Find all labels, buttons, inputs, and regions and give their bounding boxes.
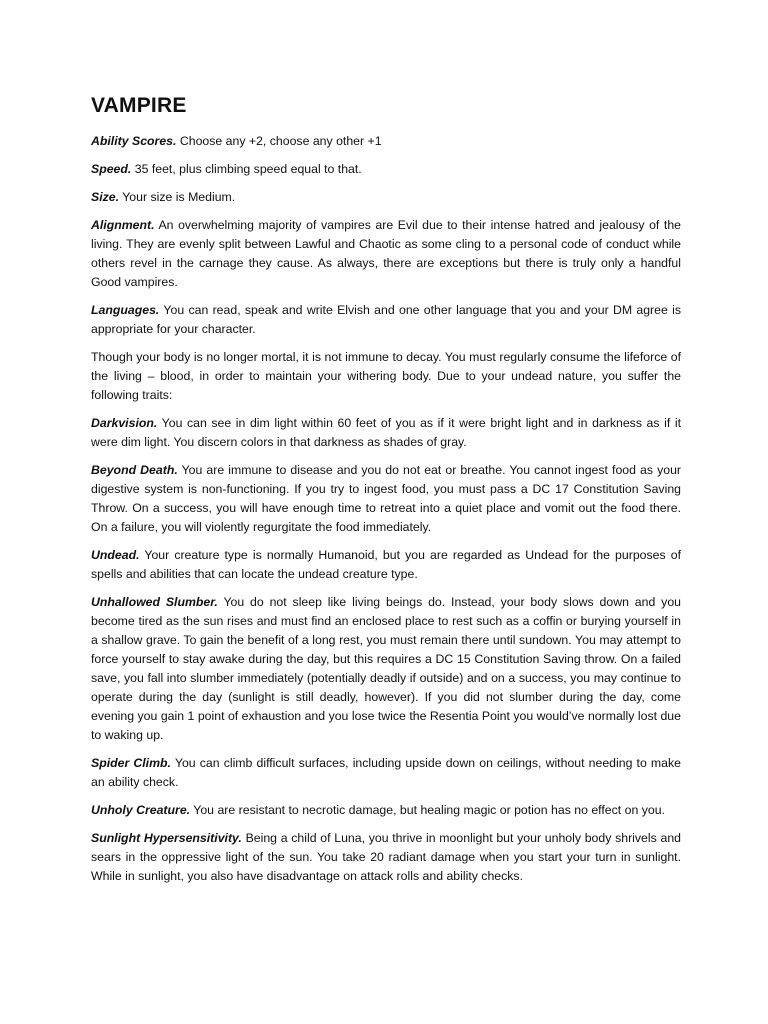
- trait-term: Size.: [91, 190, 120, 204]
- trait-text: You are resistant to necrotic damage, but healing magic or potion has no effect on you.: [190, 803, 665, 817]
- trait-text: 35 feet, plus climbing speed equal to that.: [131, 162, 362, 176]
- trait-term: Sunlight Hypersensitivity.: [91, 831, 242, 845]
- document-body: [91, 94, 681, 895]
- trait-paragraph: [91, 188, 681, 207]
- trait-term: Undead.: [91, 548, 140, 562]
- page-title: VAMPIRE: [91, 94, 187, 117]
- trait-paragraph: [91, 132, 681, 151]
- trait-term: Darkvision.: [91, 416, 158, 430]
- trait-text: You can read, speak and write Elvish and one other language that you and your DM agree is appropriate for your character.: [91, 303, 681, 336]
- trait-paragraph: [91, 593, 681, 745]
- trait-text: Though your body is no longer mortal, it is not immune to decay. You must regularly consume the lifeforce of the living – blood, in order to maintain your withering body. Due to your undead nature, you suffer the following traits:: [91, 350, 681, 402]
- trait-paragraph: [91, 754, 681, 792]
- trait-paragraph: [91, 301, 681, 339]
- trait-text: Being a child of Luna, you thrive in moonlight but your unholy body shrivels and sears in the oppressive light of the sun. You take 20 radiant damage when you start your turn in sunlight. While in sunlight, you also have disadvantage on attack rolls and ability checks.: [91, 831, 681, 883]
- trait-paragraph: [91, 414, 681, 452]
- trait-paragraph: [91, 216, 681, 292]
- trait-text: You are immune to disease and you do not eat or breathe. You cannot ingest food as your digestive system is non-functioning. If you try to ingest food, you must pass a DC 17 Constitution Saving Throw. On a success, you will have enough time to retreat into a quiet place and vomit out the food there. On a failure, you will violently regurgitate the food immediately.: [91, 463, 682, 534]
- trait-text: Choose any +2, choose any other +1: [176, 134, 382, 148]
- trait-term: Ability Scores.: [91, 134, 177, 148]
- trait-term: Unholy Creature.: [91, 803, 191, 817]
- trait-text: Your creature type is normally Humanoid, but you are regarded as Undead for the purposes of spells and abilities that can locate the undead creature type.: [91, 548, 681, 581]
- trait-list: [91, 132, 681, 886]
- trait-text: Your size is Medium.: [119, 190, 236, 204]
- trait-paragraph: [91, 461, 681, 537]
- trait-text: You can climb difficult surfaces, including upside down on ceilings, without needing to make an ability check.: [91, 756, 681, 789]
- trait-term: Spider Climb.: [91, 756, 171, 770]
- trait-text: You do not sleep like living beings do. Instead, your body slows down and you become tired as the sun rises and must find an enclosed place to rest such as a coffin or burying yourself in a shallow grave. To gain the benefit of a long rest, you must remain there until sundown. You may attempt to force yourself to stay awake during the day, but this requires a DC 15 Constitution Saving throw. On a failed save, you fall into slumber immediately (potentially deadly if outside) and on a success, you may continue to operate during the day (sunlight is still deadly, however). If you did not slumber during the day, come evening you gain 1 point of exhaustion and you lose twice the Resentia Point you would’ve normally lost due to waking up.: [91, 595, 682, 742]
- trait-term: Alignment.: [91, 218, 155, 232]
- trait-term: Languages.: [91, 303, 160, 317]
- trait-text: An overwhelming majority of vampires are Evil due to their intense hatred and jealousy of the living. They are evenly split between Lawful and Chaotic as some cling to a personal code of conduct while others revel in the carnage they cause. As always, there are exceptions but there is truly only a handful Good vampires.: [91, 218, 681, 289]
- trait-term: Speed.: [91, 162, 132, 176]
- trait-paragraph: [91, 348, 681, 405]
- trait-paragraph: [91, 160, 681, 179]
- trait-paragraph: [91, 801, 681, 820]
- trait-paragraph: [91, 829, 681, 886]
- trait-term: Beyond Death.: [91, 463, 178, 477]
- trait-paragraph: [91, 546, 681, 584]
- trait-text: You can see in dim light within 60 feet of you as if it were bright light and in darkness as if it were dim light. You discern colors in that darkness as shades of gray.: [91, 416, 681, 449]
- trait-term: Unhallowed Slumber.: [91, 595, 218, 609]
